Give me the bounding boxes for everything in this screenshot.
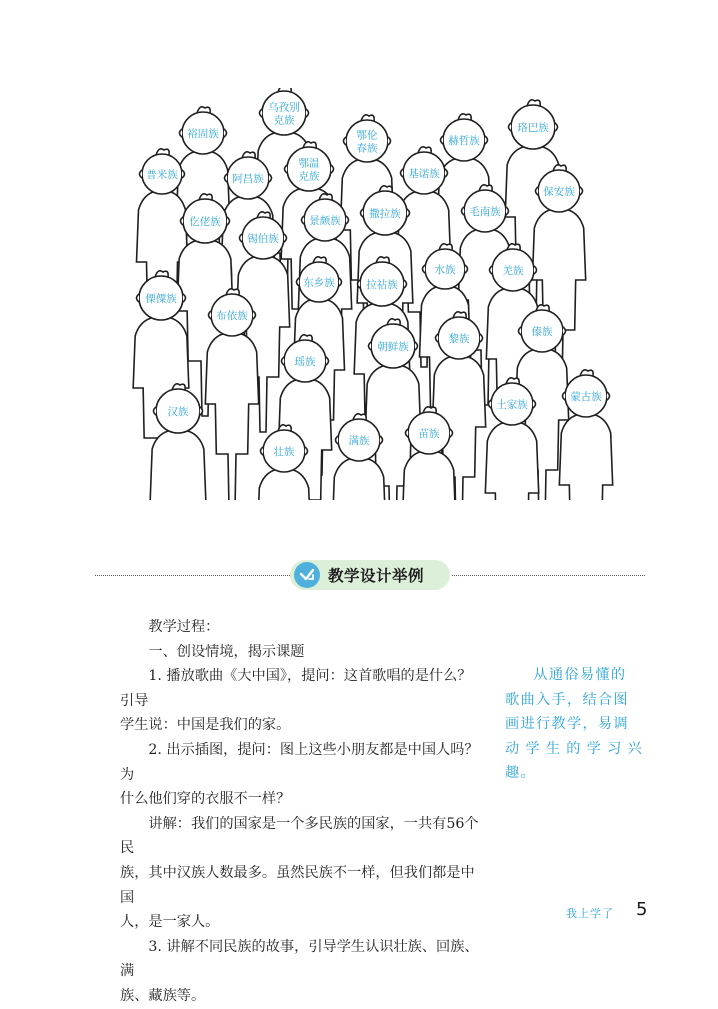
ethnic-label-ewenke: 鄂温 [298, 157, 320, 170]
ethnic-label-achang: 阿昌族 [232, 173, 264, 185]
ethnic-label-li: 黎族 [448, 333, 470, 345]
ethnic-label-gelao: 仡佬族 [189, 216, 221, 228]
item1-line1: 1. 播放歌曲《大中国》，提问：这首歌唱的是什么？引导 [120, 668, 472, 709]
ethnic-label-dai: 傣族 [531, 326, 553, 338]
section-banner [290, 560, 450, 590]
ethnic-label-tujia: 土家族 [496, 399, 528, 411]
item2-line2: 什么他们穿的衣服不一样？ [120, 791, 291, 808]
ethnic-label-man: 满族 [348, 435, 370, 447]
divider-left [95, 575, 290, 576]
ethnic-label-elunchun: 春族 [356, 142, 378, 155]
chapter-footer: 我上学了 [566, 907, 614, 920]
ethnic-label-wuzibieke: 乌孜别 [268, 101, 300, 114]
ethnic-label-dongxiang: 东乡族 [303, 277, 335, 289]
lesson-body [120, 615, 480, 1009]
ethnic-label-buyi: 布依族 [216, 310, 248, 322]
ethnic-label-chaoxian: 朝鲜族 [377, 341, 409, 353]
item2-line1: 2. 出示插图，提问：图上这些小朋友都是中国人吗？为 [120, 741, 479, 783]
ethnic-label-xibo: 锡伯族 [247, 233, 279, 245]
ethnic-label-lahu: 拉祜族 [366, 279, 398, 291]
ethnic-label-maonan: 毛南族 [469, 206, 501, 218]
ethnic-label-shui: 水族 [434, 264, 456, 276]
ethnic-label-ewenke: 克族 [298, 170, 320, 183]
margin-note [505, 663, 643, 786]
ethnic-label-sala: 撒拉族 [369, 208, 401, 220]
ethnic-label-jingpo: 景颇族 [309, 215, 341, 227]
ethnic-label-baoan: 保安族 [543, 186, 575, 198]
ethnic-label-jinuo: 基诺族 [408, 168, 440, 180]
child-figure-buyi [205, 289, 258, 500]
check-arrow-icon [294, 562, 320, 588]
note-line4: 动学生的学习兴趣。 [505, 740, 643, 782]
ethnic-label-han: 汉族 [167, 406, 189, 418]
ethnic-label-pumi: 普米族 [146, 169, 178, 181]
explain-line1: 讲解：我们的国家是一个多民族的国家，一共有56个民 [120, 815, 479, 857]
ethnic-label-yao: 瑶族 [294, 356, 316, 368]
child-figure-menggu [559, 370, 612, 500]
process-heading: 教学过程： [148, 619, 220, 635]
ethnic-label-menggu: 蒙古族 [570, 391, 602, 403]
ethnic-label-luoba: 珞巴族 [517, 122, 549, 134]
explain-line2: 族，其中汉族人数最多。虽然民族不一样，但我们都是中国 [120, 864, 475, 906]
item3-line1: 3. 讲解不同民族的故事，引导学生认识壮族、回族、满 [120, 938, 479, 980]
note-line3: 画进行教学，易调 [505, 716, 629, 733]
child-figure-han [150, 384, 206, 500]
ethnic-label-miao: 苗族 [418, 428, 440, 440]
item3-line2: 族、藏族等。 [120, 987, 206, 1004]
ethnic-label-wuzibieke: 克族 [273, 114, 295, 127]
ethnic-label-elunchun: 鄂伦 [356, 129, 378, 142]
explain-line3: 人，是一家人。 [120, 914, 220, 931]
divider-right [452, 575, 645, 576]
ethnic-label-zhuang: 壮族 [273, 446, 295, 458]
ethnic-label-yugu: 裕固族 [187, 128, 219, 140]
step1-title: 一、创设情境，揭示课题 [148, 643, 305, 660]
ethnic-label-lisu: 傈僳族 [145, 293, 177, 305]
note-line2: 歌曲入手，结合图 [505, 691, 629, 708]
children-illustration [128, 88, 628, 500]
section-title: 教学设计举例 [328, 567, 425, 585]
ethnic-label-qiang: 羌族 [502, 265, 524, 277]
page-number: 5 [636, 899, 648, 920]
child-figure-tujia [485, 378, 538, 500]
item1-line2: 学生说：中国是我们的家。 [120, 717, 291, 734]
note-line1: 从通俗易懂的 [533, 667, 627, 683]
ethnic-label-hezhe: 赫哲族 [448, 135, 480, 147]
